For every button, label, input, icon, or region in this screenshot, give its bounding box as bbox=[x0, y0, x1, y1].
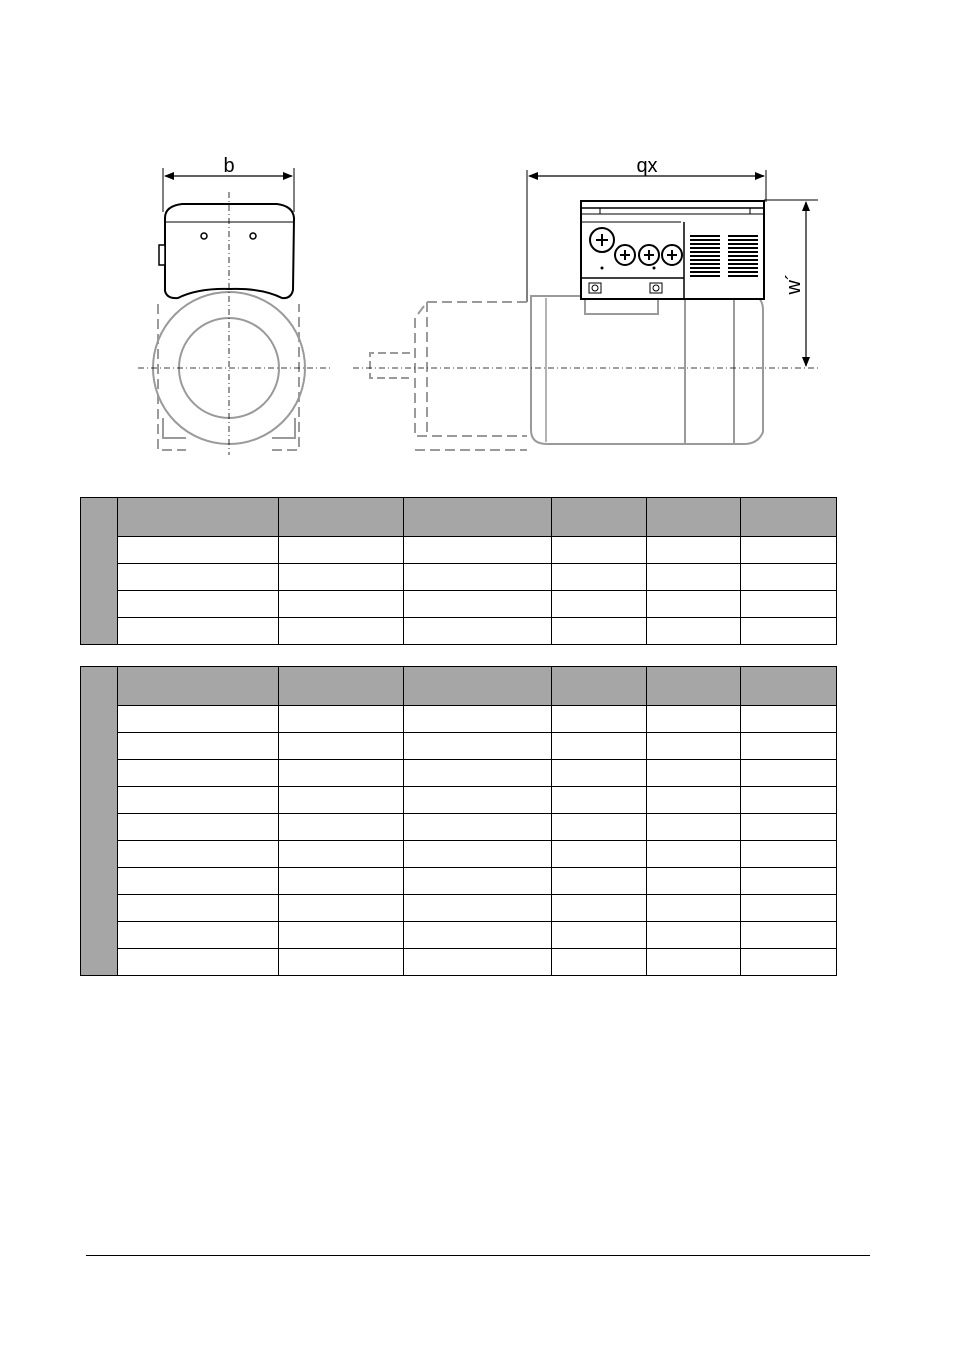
table-header-cell bbox=[118, 498, 279, 537]
table-cell bbox=[741, 841, 837, 868]
table-cell bbox=[279, 564, 404, 591]
cable-gland-icon bbox=[662, 245, 682, 265]
table-cell bbox=[118, 787, 279, 814]
table-cell bbox=[647, 868, 741, 895]
front-view bbox=[138, 155, 330, 455]
dimension-label-b: b bbox=[223, 155, 235, 177]
table-cell bbox=[741, 591, 837, 618]
table-row bbox=[81, 814, 837, 841]
table-cell bbox=[552, 706, 647, 733]
table-cell bbox=[404, 922, 552, 949]
table-row bbox=[81, 564, 837, 591]
side-inverter-box bbox=[581, 201, 764, 299]
dimension-table-1 bbox=[80, 497, 837, 645]
cable-gland-large-icon bbox=[590, 228, 614, 252]
table-cell bbox=[741, 868, 837, 895]
table-header-row bbox=[81, 667, 837, 706]
table-cell bbox=[647, 591, 741, 618]
table-cell bbox=[741, 618, 837, 645]
table-cell bbox=[647, 760, 741, 787]
dimension-table-2 bbox=[80, 666, 837, 976]
table-cell bbox=[741, 706, 837, 733]
dimension-drawing bbox=[0, 0, 954, 470]
table-header-cell bbox=[118, 667, 279, 706]
table-cell bbox=[118, 564, 279, 591]
table-cell bbox=[279, 868, 404, 895]
table-cell bbox=[741, 564, 837, 591]
table-cell bbox=[404, 760, 552, 787]
table-cell bbox=[552, 814, 647, 841]
table-cell bbox=[118, 895, 279, 922]
table-cell bbox=[404, 591, 552, 618]
table-cell bbox=[404, 868, 552, 895]
table-cell bbox=[647, 814, 741, 841]
table-cell bbox=[279, 760, 404, 787]
table-cell bbox=[741, 787, 837, 814]
table-cell bbox=[647, 787, 741, 814]
table-cell bbox=[118, 618, 279, 645]
table-header-cell bbox=[404, 498, 552, 537]
table-row bbox=[81, 922, 837, 949]
dimension-label-qx: qx bbox=[636, 155, 658, 177]
table-cell bbox=[552, 868, 647, 895]
table-cell bbox=[552, 787, 647, 814]
table-cell bbox=[118, 591, 279, 618]
table-header-row bbox=[81, 498, 837, 537]
table-cell bbox=[279, 733, 404, 760]
table-cell bbox=[279, 618, 404, 645]
table-row bbox=[81, 733, 837, 760]
table-cell bbox=[118, 760, 279, 787]
table-side-band bbox=[81, 667, 118, 976]
table-cell bbox=[279, 922, 404, 949]
table-cell bbox=[552, 591, 647, 618]
cable-gland-icon bbox=[615, 245, 635, 265]
table-cell bbox=[741, 895, 837, 922]
table-cell bbox=[741, 814, 837, 841]
table-cell bbox=[404, 841, 552, 868]
table-cell bbox=[552, 760, 647, 787]
table-header-cell bbox=[279, 498, 404, 537]
table-cell bbox=[404, 949, 552, 976]
table-cell bbox=[279, 949, 404, 976]
table-cell bbox=[118, 922, 279, 949]
table-cell bbox=[552, 564, 647, 591]
table-row bbox=[81, 949, 837, 976]
table-cell bbox=[118, 841, 279, 868]
table-header-cell bbox=[647, 667, 741, 706]
table-cell bbox=[741, 760, 837, 787]
front-inverter-box bbox=[159, 204, 294, 298]
table-cell bbox=[741, 733, 837, 760]
table-row bbox=[81, 895, 837, 922]
table-cell bbox=[647, 922, 741, 949]
table-cell bbox=[118, 949, 279, 976]
table-row bbox=[81, 760, 837, 787]
table-header-cell bbox=[552, 667, 647, 706]
table-cell bbox=[552, 895, 647, 922]
table-cell bbox=[279, 841, 404, 868]
table-header-cell bbox=[741, 498, 837, 537]
table-cell bbox=[118, 814, 279, 841]
table-cell bbox=[741, 922, 837, 949]
table-cell bbox=[118, 706, 279, 733]
table-cell bbox=[279, 706, 404, 733]
table-header-cell bbox=[552, 498, 647, 537]
table-cell bbox=[118, 868, 279, 895]
table-cell bbox=[552, 949, 647, 976]
table-cell bbox=[552, 922, 647, 949]
table-cell bbox=[647, 733, 741, 760]
table-header-cell bbox=[647, 498, 741, 537]
table-side-band bbox=[81, 498, 118, 645]
table-header-cell bbox=[404, 667, 552, 706]
table-row bbox=[81, 841, 837, 868]
table-cell bbox=[279, 814, 404, 841]
table-cell bbox=[404, 564, 552, 591]
table-cell bbox=[404, 706, 552, 733]
table-cell bbox=[741, 949, 837, 976]
table-cell bbox=[118, 537, 279, 564]
table-cell bbox=[404, 618, 552, 645]
table-cell bbox=[279, 537, 404, 564]
side-motor bbox=[370, 296, 763, 450]
table-cell bbox=[647, 537, 741, 564]
table-cell bbox=[279, 895, 404, 922]
table-cell bbox=[552, 733, 647, 760]
table-cell bbox=[279, 591, 404, 618]
table-cell bbox=[279, 787, 404, 814]
table-header-cell bbox=[279, 667, 404, 706]
table-cell bbox=[647, 841, 741, 868]
table-cell bbox=[647, 618, 741, 645]
side-view bbox=[353, 155, 818, 450]
table-cell bbox=[404, 787, 552, 814]
table-cell bbox=[404, 895, 552, 922]
table-cell bbox=[647, 564, 741, 591]
table-cell bbox=[552, 841, 647, 868]
table-cell bbox=[647, 949, 741, 976]
table-cell bbox=[404, 814, 552, 841]
table-row bbox=[81, 787, 837, 814]
table-row bbox=[81, 706, 837, 733]
table-cell bbox=[404, 537, 552, 564]
table-header-cell bbox=[741, 667, 837, 706]
table-row bbox=[81, 868, 837, 895]
table-cell bbox=[552, 537, 647, 564]
table-row bbox=[81, 537, 837, 564]
table-cell bbox=[404, 733, 552, 760]
table-cell bbox=[647, 706, 741, 733]
table-cell bbox=[552, 618, 647, 645]
dimension-label-w: w´ bbox=[783, 273, 805, 295]
table-row bbox=[81, 618, 837, 645]
table-cell bbox=[741, 537, 837, 564]
table-cell bbox=[118, 733, 279, 760]
footer-rule bbox=[86, 1255, 870, 1256]
table-row bbox=[81, 591, 837, 618]
cable-gland-icon bbox=[639, 245, 659, 265]
table-cell bbox=[647, 895, 741, 922]
